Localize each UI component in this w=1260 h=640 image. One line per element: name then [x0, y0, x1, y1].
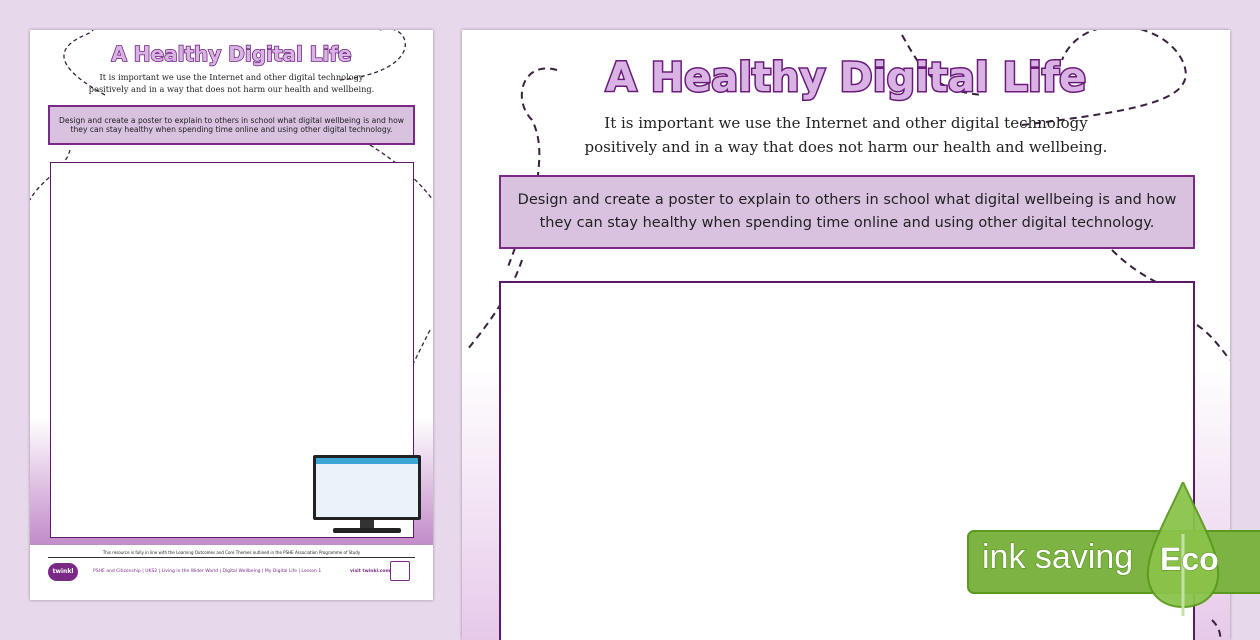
eco-label: Eco — [1160, 541, 1219, 577]
worksheet-title: A Healthy Digital Life — [605, 55, 1087, 101]
ink-saving-label: ink saving — [982, 538, 1134, 576]
footer-note: This resource is fully in line with the Learning Outcomes and Core Themes outlined in the PSHE Association Programme of Study — [102, 550, 361, 555]
footer-divider — [48, 557, 415, 558]
task-box — [48, 105, 415, 145]
intro-line-2: positively and in a way that does not harm our health and wellbeing. — [88, 84, 375, 94]
intro-line-1: It is important we use the Internet and other digital technology — [99, 72, 364, 82]
quality-badge-icon — [390, 561, 410, 581]
twinkl-life-logo: twinkl — [48, 563, 78, 581]
computer-monitor-image — [313, 455, 421, 520]
worksheet-title: A Healthy Digital Life — [111, 42, 352, 66]
task-box — [499, 175, 1195, 249]
intro-line-1: It is important we use the Internet and other digital technology — [604, 114, 1088, 132]
footer-path: PSHE and Citizenship | UKS2 | Living in the Wider World | Digital Wellbeing | My Digital Life | Lesson 1 — [93, 569, 322, 574]
task-line-1: Design and create a poster to explain to others in school what digital wellbeing is and how — [59, 116, 404, 125]
worksheet-thumbnail[interactable] — [30, 30, 433, 600]
intro-line-2: positively and in a way that does not harm our health and wellbeing. — [584, 138, 1108, 156]
footer-visit-link[interactable]: visit twinkl.com — [350, 569, 391, 574]
task-line-2: they can stay healthy when spending time online and using other digital technology. — [70, 125, 393, 134]
footer — [30, 545, 433, 600]
task-line-1: Design and create a poster to explain to others in school what digital wellbeing is and how — [517, 192, 1177, 208]
monitor-base — [333, 528, 401, 533]
task-line-2: they can stay healthy when spending time online and using other digital technology. — [539, 215, 1155, 231]
